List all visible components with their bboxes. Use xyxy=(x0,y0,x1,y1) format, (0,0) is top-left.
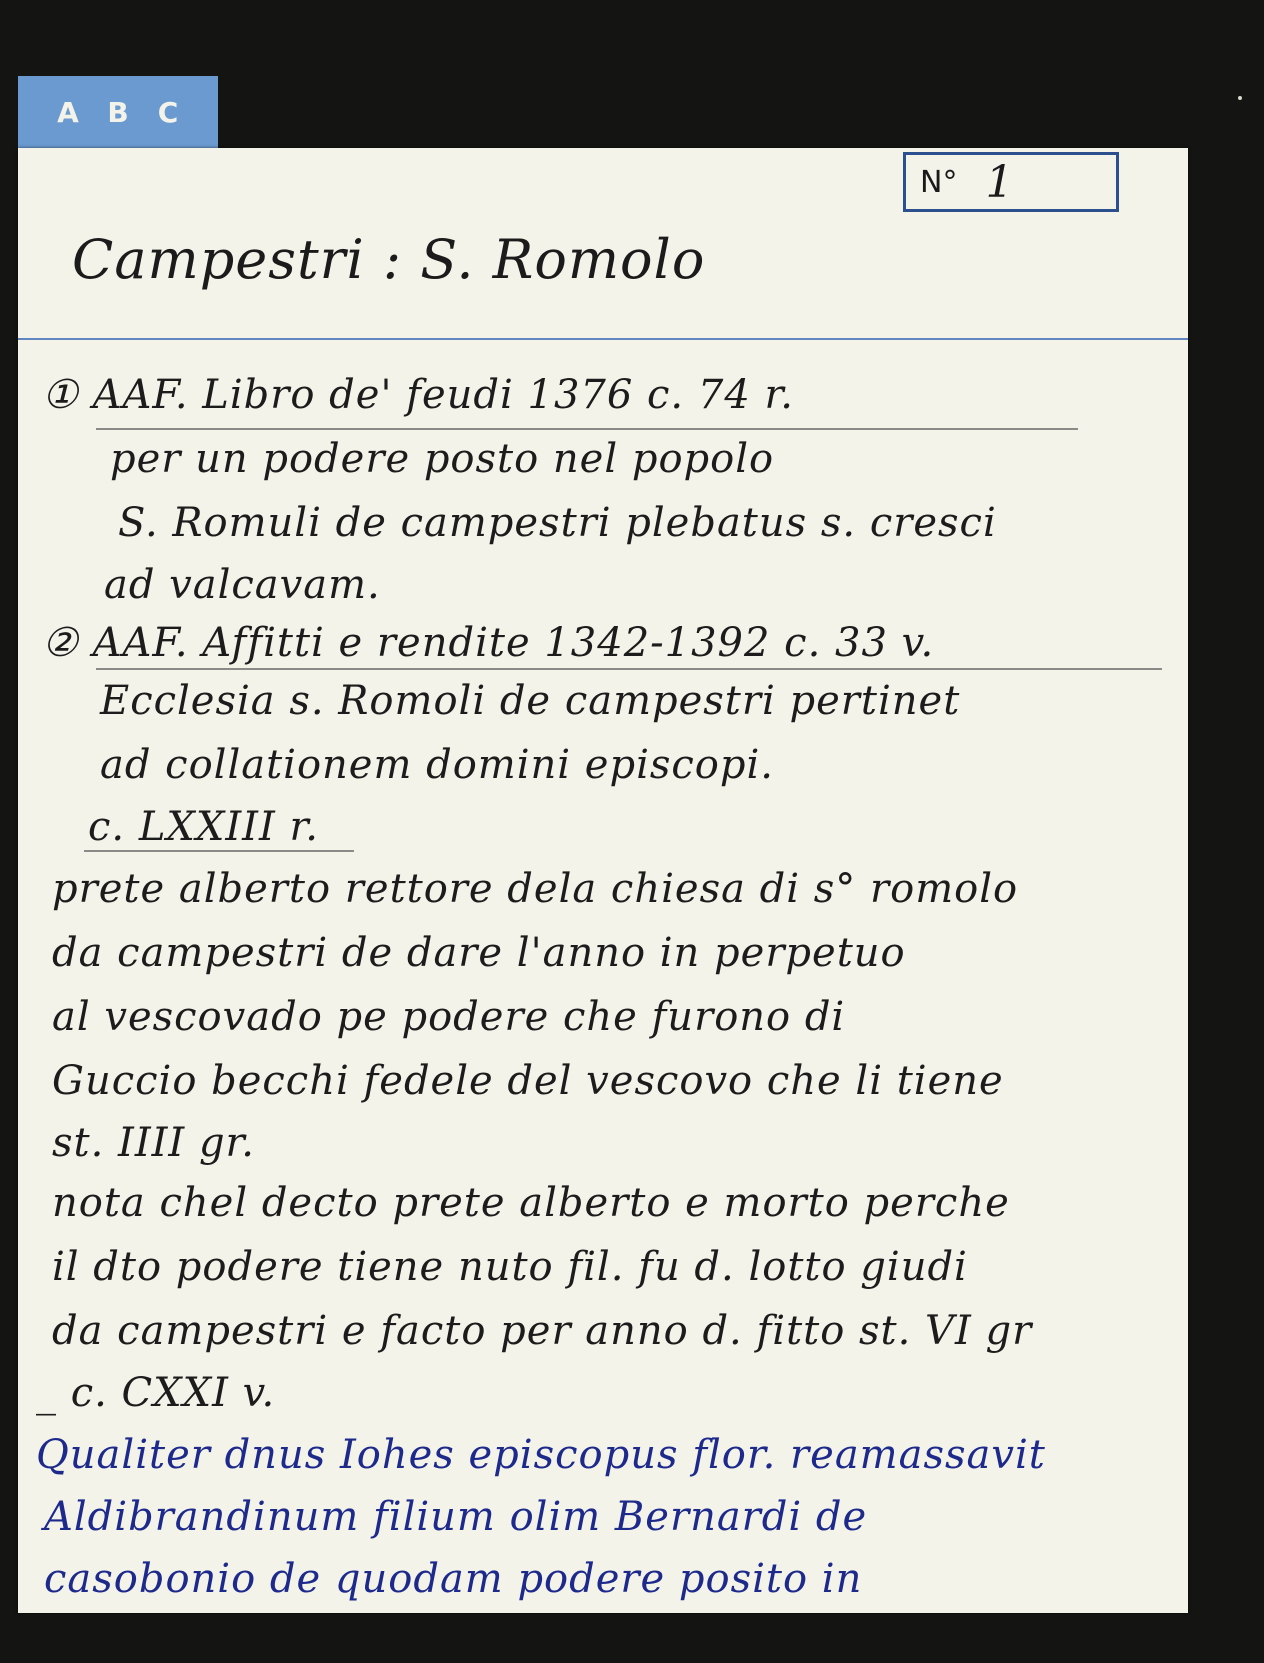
note-line-4: ad valcavam. xyxy=(104,562,381,608)
note-line-1-underline xyxy=(96,428,1078,430)
tab-letter-a: A xyxy=(57,96,79,129)
note-line-10: da campestri de dare l'anno in perpetuo xyxy=(52,930,906,976)
note-line-18: Qualiter dnus Iohes episcopus flor. reamassavit xyxy=(36,1432,1046,1478)
note-line-20: casobonio de quodam podere posito in xyxy=(44,1556,863,1602)
note-line-6: Ecclesia s. Romoli de campestri pertinet xyxy=(100,678,961,724)
number-value: 1 xyxy=(985,156,1014,208)
abc-index-tab xyxy=(18,76,218,150)
note-line-19: Aldibrandinum filium olim Bernardi de xyxy=(44,1494,868,1540)
note-line-5: ② AAF. Affitti e rendite 1342-1392 c. 33 v. xyxy=(42,620,935,666)
note-line-1: ① AAF. Libro de' feudi 1376 c. 74 r. xyxy=(42,372,794,418)
card-number-box xyxy=(903,152,1119,212)
note-line-5-underline xyxy=(96,668,1162,670)
card-title: Campestri : S. Romolo xyxy=(72,228,706,291)
tab-letter-c: C xyxy=(157,96,179,129)
number-label: N° xyxy=(920,164,958,200)
note-line-7: ad collationem domini episcopi. xyxy=(100,742,774,788)
note-line-2: per un podere posto nel popolo xyxy=(110,436,775,482)
tab-letter-b: B xyxy=(107,96,129,129)
note-line-17: _ c. CXXI v. xyxy=(36,1370,276,1416)
note-line-14: nota chel decto prete alberto e morto perche xyxy=(52,1180,1010,1226)
note-line-16: da campestri e facto per anno d. fitto st. VI gr xyxy=(52,1308,1033,1354)
note-line-8: c. LXXIII r. xyxy=(88,804,319,850)
note-line-8-underline xyxy=(84,850,354,852)
speck xyxy=(1238,96,1242,100)
note-line-9: prete alberto rettore dela chiesa di s° romolo xyxy=(52,866,1019,912)
note-line-13: st. IIII gr. xyxy=(52,1120,255,1166)
note-line-3: S. Romuli de campestri plebatus s. cresci xyxy=(118,500,997,546)
header-rule xyxy=(18,338,1188,340)
note-line-15: il dto podere tiene nuto fil. fu d. lotto giudi xyxy=(52,1244,968,1290)
note-line-12: Guccio becchi fedele del vescovo che li tiene xyxy=(52,1058,1004,1104)
note-line-11: al vescovado pe podere che furono di xyxy=(52,994,846,1040)
